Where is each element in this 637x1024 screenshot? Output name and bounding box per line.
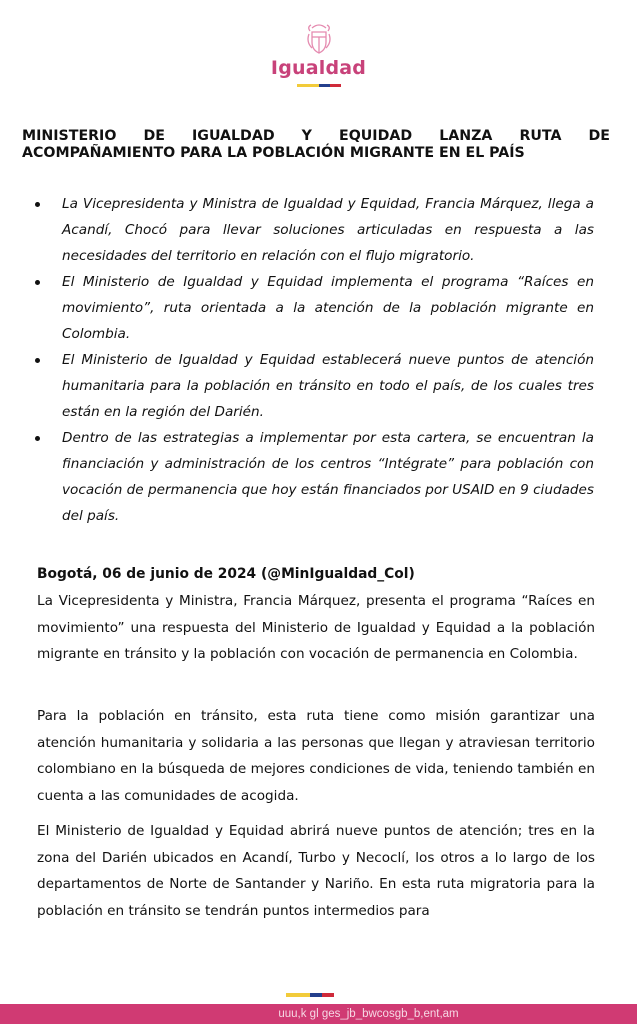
colombia-coat-of-arms-icon	[304, 22, 334, 56]
footer-bar	[0, 1004, 637, 1024]
title-line-2: ACOMPAÑAMIENTO PARA LA POBLACIÓN MIGRANTE EN EL PAÍS	[22, 145, 525, 161]
flag-red	[322, 993, 334, 997]
flag-red	[330, 84, 341, 87]
page-header	[0, 22, 637, 87]
highlight-item: La Vicepresidenta y Ministra de Igualdad y Equidad, Francia Márquez, llega a Acandí, Chocó para llevar soluciones articuladas en respuesta a las necesidades del territorio en relación con el flujo migratorio.	[32, 191, 594, 269]
body-paragraph: El Ministerio de Igualdad y Equidad abrirá nueve puntos de atención; tres en la zona del Darién ubicados en Acandí, Turbo y Necoclí, los otros a lo largo de los departamentos de Norte de Santander y Nariño. En esta ruta migratoria para la población en tránsito se tendrán puntos intermedios para	[37, 823, 595, 919]
igualdad-logo-text: Igualdad	[270, 57, 367, 79]
footer-flag-stripe	[286, 993, 334, 997]
body-paragraph: La Vicepresidenta y Ministra, Francia Márquez, presenta el programa “Raíces en movimiento” una respuesta del Ministerio de Igualdad y Equidad a la población migrante en tránsito y la población con vocación de permanencia en Colombia.	[37, 593, 595, 662]
footer-url-text: uuu,k gl ges_jb_bwcosgb_b,ent,am	[278, 1008, 459, 1020]
flag-blue	[310, 993, 322, 997]
press-release-title	[22, 128, 610, 162]
body-paragraph: Para la población en tránsito, esta ruta tiene como misión garantizar una atención humanitaria y solidaria a las personas que llegan y atraviesan territorio colombiano en la búsqueda de mejores condiciones de vida, teniendo también en cuenta a las comunidades de acogida.	[37, 708, 595, 804]
colombia-flag-stripe	[297, 84, 341, 87]
title-line-1: MINISTERIO DE IGUALDAD Y EQUIDAD LANZA RUTA DE	[22, 128, 610, 144]
flag-yellow	[286, 993, 310, 997]
highlights-list	[32, 191, 594, 529]
highlight-item: Dentro de las estrategias a implementar por esta cartera, se encuentran la financiación y administración de los centros “Intégrate” para población con vocación de permanencia que hoy están financiados por USAID en 9 ciudades del país.	[32, 425, 594, 529]
highlight-item: El Ministerio de Igualdad y Equidad establecerá nueve puntos de atención humanitaria para la población en tránsito en todo el país, de los cuales tres están en la región del Darién.	[32, 347, 594, 425]
flag-yellow	[297, 84, 319, 87]
highlight-item: El Ministerio de Igualdad y Equidad implementa el programa “Raíces en movimiento”, ruta orientada a la atención de la población migrante en Colombia.	[32, 269, 594, 347]
flag-blue	[319, 84, 330, 87]
dateline: Bogotá, 06 de junio de 2024 (@MinIgualdad_Col)	[37, 566, 415, 582]
